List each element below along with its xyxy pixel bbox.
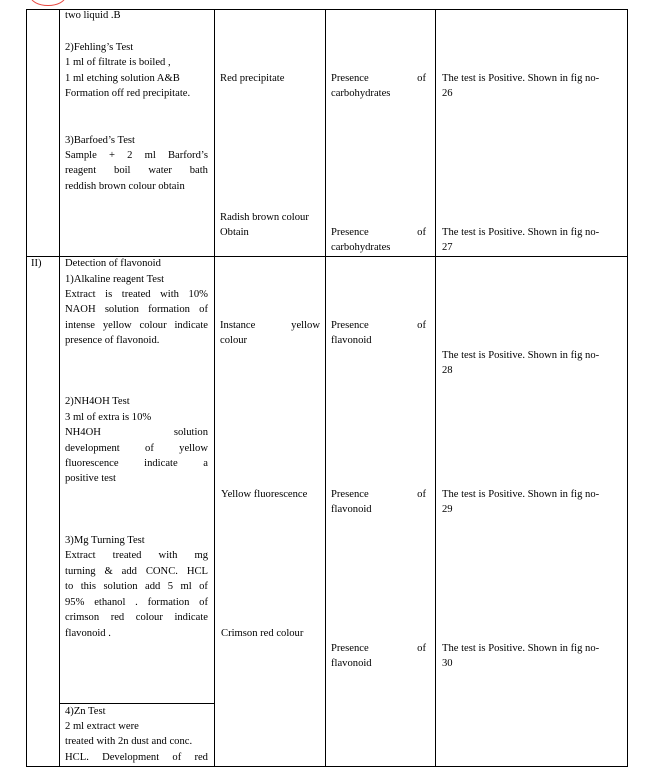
word: ethanol: [94, 597, 126, 608]
inference-word: flavonoid: [331, 335, 372, 347]
word: Extract: [65, 550, 96, 561]
fehling-line-1: 1 ml of filtrate is boiled ,: [65, 57, 171, 68]
nh4oh-title: 2)NH4OH Test: [65, 396, 130, 407]
alkaline-line-4: presence of flavonoid.: [65, 335, 160, 346]
result-figure: 29: [442, 504, 453, 516]
word: a: [203, 458, 208, 469]
observation-line: Obtain: [220, 227, 249, 239]
alkaline-line-2: [65, 302, 208, 317]
flavonoid-heading: Detection of flavonoid: [65, 258, 161, 269]
table-border-right: [627, 9, 628, 767]
nh4oh-line-3: [65, 441, 208, 456]
inference-word: Presence: [331, 73, 369, 84]
word: to: [65, 581, 74, 592]
word: mg: [194, 550, 208, 561]
mg-inference: [331, 641, 426, 672]
inference-word: Presence: [331, 489, 369, 500]
inference-word: Presence: [331, 227, 369, 238]
word: add: [145, 581, 161, 592]
nh4oh-line-4: [65, 456, 208, 471]
column-divider-1: [59, 9, 60, 767]
word: of: [199, 304, 208, 315]
fehling-inference: [331, 71, 426, 102]
word: formation: [147, 597, 190, 608]
fehling-result: [442, 71, 599, 102]
nh4oh-line-5: positive test: [65, 473, 116, 484]
word: of: [172, 752, 182, 763]
fehling-title: 2)Fehling’s Test: [65, 42, 134, 53]
word: 5: [167, 581, 174, 592]
word: with: [160, 289, 179, 300]
word: NH4OH: [65, 427, 101, 438]
result-figure: 30: [442, 658, 453, 670]
word: of: [199, 581, 208, 592]
word: fluorescence: [65, 458, 119, 469]
barfoed-line-1: [65, 148, 208, 163]
observation-word: yellow: [291, 320, 320, 331]
alkaline-title: 1)Alkaline reagent Test: [65, 274, 165, 285]
inference-word: of: [417, 73, 426, 84]
result-figure: 26: [442, 88, 453, 100]
result-figure: 28: [442, 365, 453, 377]
mg-line-5: [65, 610, 208, 625]
word: Development: [102, 752, 160, 763]
mg-result: [442, 641, 599, 672]
fehling-line-3: Formation off red precipitate.: [65, 88, 191, 99]
benedict-test-tail: two liquid .B: [65, 10, 121, 21]
word: red: [194, 752, 208, 763]
word: formation: [148, 304, 190, 315]
inference-word: of: [417, 643, 426, 654]
word: 95%: [65, 597, 85, 608]
word: colour: [139, 320, 167, 331]
word: yellow: [102, 320, 132, 331]
table-border-bottom: [26, 766, 628, 767]
word: Sample: [65, 150, 97, 161]
observation-word: Instance: [220, 320, 256, 331]
mg-line-4: [65, 595, 208, 610]
word: is: [105, 289, 113, 300]
word: HCL: [186, 566, 208, 577]
word: of: [199, 597, 208, 608]
inference-word: carbohydrates: [331, 242, 391, 254]
word: indicate: [144, 458, 178, 469]
word: add: [121, 566, 137, 577]
nh4oh-result: [442, 487, 599, 518]
word: NAOH: [65, 304, 96, 315]
word: of: [145, 443, 154, 454]
fehling-line-2: 1 ml etching solution A&B: [65, 73, 180, 84]
mg-observation: Crimson red colour: [221, 628, 304, 639]
barfoed-observation: [220, 210, 309, 241]
alkaline-line-1: [65, 287, 208, 302]
column-divider-3: [325, 9, 326, 767]
result-line: The test is Positive. Shown in fig no-: [442, 350, 600, 361]
word: yellow: [179, 443, 208, 454]
table-border-left: [26, 9, 27, 767]
zn-title: 4)Zn Test: [65, 706, 106, 717]
result-line: The test is Positive. Shown in fig no-: [442, 643, 600, 654]
word: ml: [180, 581, 192, 592]
word: CONC.: [145, 566, 178, 577]
inference-word: Presence: [331, 320, 369, 331]
word: colour: [135, 612, 163, 623]
word: HCL.: [65, 752, 89, 763]
word: red: [110, 612, 125, 623]
inference-word: of: [417, 227, 426, 238]
word: turning: [65, 566, 96, 577]
nh4oh-observation: Yellow fluorescence: [221, 489, 308, 500]
barfoed-result: [442, 225, 599, 256]
result-line: The test is Positive. Shown in fig no-: [442, 227, 600, 238]
word: solution: [103, 581, 138, 592]
observation-line: Radish brown colour: [220, 212, 309, 223]
barfoed-inference: [331, 225, 426, 256]
inference-word: flavonoid: [331, 504, 372, 516]
fehling-observation: Red precipitate: [220, 73, 285, 84]
inference-word: of: [417, 489, 426, 500]
inference-word: flavonoid: [331, 658, 372, 670]
word: this: [80, 581, 96, 592]
alkaline-inference: [331, 318, 426, 349]
word: +: [108, 150, 115, 161]
barfoed-line-2: [65, 163, 208, 178]
word: boil: [114, 165, 131, 176]
word: indicate: [174, 612, 208, 623]
mg-line-3: [65, 579, 208, 594]
word: Extract: [65, 289, 96, 300]
result-line: The test is Positive. Shown in fig no-: [442, 73, 600, 84]
alkaline-observation: [220, 318, 320, 349]
word: treated: [112, 550, 142, 561]
zn-line-1: 2 ml extract were: [65, 721, 139, 732]
red-circle-mark: [30, 0, 66, 6]
word: development: [65, 443, 120, 454]
zn-line-3: [65, 750, 208, 765]
mg-line-2: [65, 564, 208, 579]
inference-word: of: [417, 320, 426, 331]
observation-word: colour: [220, 335, 248, 347]
mg-title: 3)Mg Turning Test: [65, 535, 145, 546]
nh4oh-line-2: [65, 425, 208, 440]
inference-word: carbohydrates: [331, 88, 391, 100]
barfoed-title: 3)Barfoed’s Test: [65, 135, 135, 146]
inference-word: Presence: [331, 643, 369, 654]
result-figure: 27: [442, 242, 453, 254]
column-divider-2: [214, 9, 215, 767]
word: treated: [121, 289, 151, 300]
mg-line-6: flavonoid .: [65, 628, 111, 639]
barfoed-line-3: reddish brown colour obtain: [65, 181, 185, 192]
alkaline-line-3: [65, 318, 208, 333]
word: ml: [144, 150, 156, 161]
word: 2: [127, 150, 133, 161]
alkaline-result: [442, 348, 599, 379]
word: intense: [65, 320, 96, 331]
word: crimson: [65, 612, 100, 623]
word: water: [148, 165, 172, 176]
section-number: II): [31, 258, 42, 269]
nh4oh-line-1: 3 ml of extra is 10%: [65, 412, 152, 423]
word: .: [135, 597, 138, 608]
result-line: The test is Positive. Shown in fig no-: [442, 489, 600, 500]
column-divider-4: [435, 9, 436, 767]
word: bath: [189, 165, 208, 176]
word: indicate: [174, 320, 208, 331]
word: with: [158, 550, 178, 561]
word: solution: [173, 427, 208, 438]
word: Barford’s: [167, 150, 208, 161]
word: 10%: [188, 289, 208, 300]
word: reagent: [65, 165, 97, 176]
mg-line-1: [65, 548, 208, 563]
word: &: [104, 566, 113, 577]
zn-line-2: treated with 2n dust and conc.: [65, 736, 193, 747]
word: solution: [104, 304, 139, 315]
nh4oh-inference: [331, 487, 426, 518]
